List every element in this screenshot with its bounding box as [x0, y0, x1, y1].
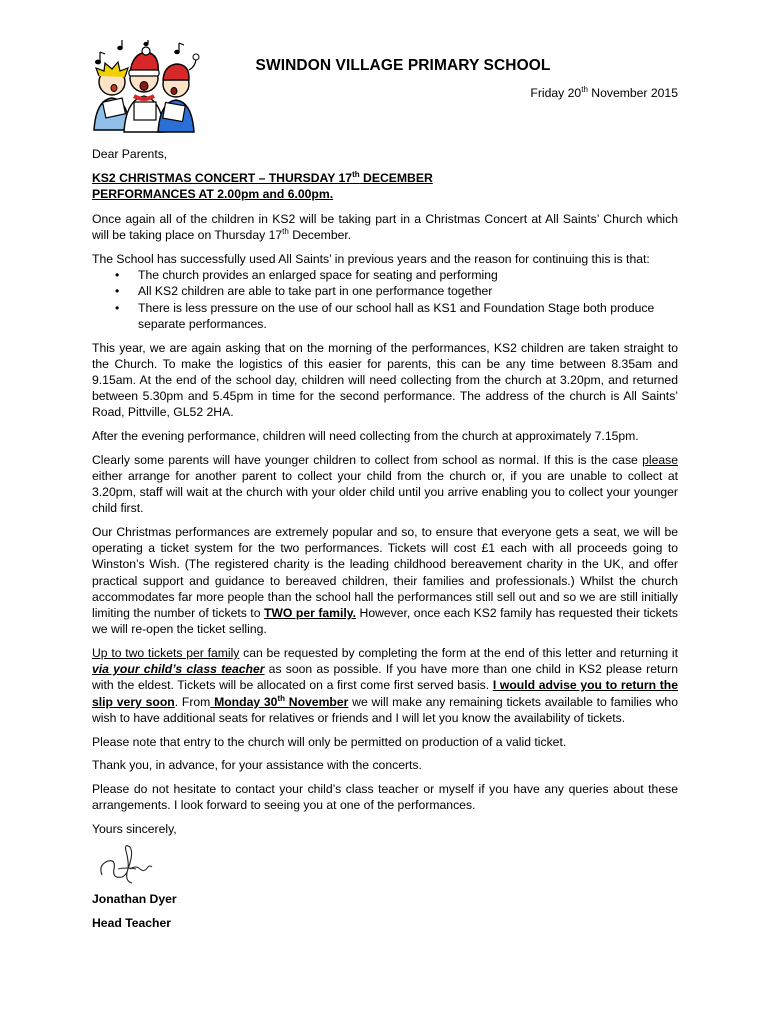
letter-body: [92, 146, 678, 938]
closing: Yours sincerely,: [92, 821, 177, 836]
paragraph-reasons-intro: The School has successfully used All Saints’ in previous years and the reason for continuing this is that:: [92, 252, 650, 267]
paragraph-thanks: Thank you, in advance, for your assistance with the concerts.: [92, 758, 422, 773]
list-item: • There is less pressure on the use of our school hall as KS1 and Foundation Stage both produce separate performances.: [138, 300, 678, 332]
signer-title: Head Teacher: [92, 915, 172, 930]
paragraph-entry: Please note that entry to the church will only be permitted on production of a valid ticket.: [92, 734, 567, 749]
letter-date: Friday 20th November 2015: [530, 85, 678, 100]
school-name: SWINDON VILLAGE PRIMARY SCHOOL: [255, 57, 551, 74]
salutation: Dear Parents,: [92, 147, 168, 161]
paragraph-evening: After the evening performance, children will need collecting from the church at approximately 7.15pm.: [92, 429, 639, 444]
reasons-list: [92, 267, 678, 332]
list-item: • All KS2 children are able to take part in one performance together: [138, 283, 678, 299]
letter-heading: KS2 CHRISTMAS CONCERT – THURSDAY 17th DECEMBER PERFORMANCES AT 2.00pm and 6.00pm.: [92, 169, 433, 201]
paragraph-request: Up to two tickets per family can be requested by completing the form at the end of this letter and returning it via your child’s class teacher as soon as possible. If you have more than one child in KS2 please return with the eldest. Tickets will be allocated on a first come first served basis. I would advise you to return the slip very soon. From Monday 30th November we will make any remaining tickets available to families who wish to have additional seats for relatives or friends and I will let you know the availability of tickets.: [92, 645, 679, 725]
paragraph-logistics: This year, we are again asking that on the morning of the performances, KS2 children are taken straight to the Church. To make the logistics of this easier for parents, this can be any time between 8.35am and 9.15am. At the end of the school day, children will need collecting from the church at 3.20pm, and returned between 5.30pm and 5.45pm in time for the second performance. The address of the church is All Saints’ Road, Pittville, GL52 2HA.: [92, 340, 678, 420]
signer-name: Jonathan Dyer: [92, 892, 177, 907]
list-item: • The church provides an enlarged space for seating and performing: [138, 267, 678, 283]
paragraph-younger-children: Clearly some parents will have younger children to collect from school as normal. If this is the case please either arrange for another parent to collect your child from the church or, if you are unable to collect at 3.20pm, staff will wait at the church with your older child until you arrive enabling you to collect your younger child first.: [92, 452, 678, 516]
paragraph-intro: Once again all of the children in KS2 will be taking part in a Christmas Concert at All Saints’ Church which will be taking place on Thursday 17th December.: [92, 212, 678, 243]
paragraph-contact: Please do not hesitate to contact your child’s class teacher or myself if you have any queries about these arrangements. I look forward to seeing you at one of the performances.: [92, 781, 678, 813]
paragraph-tickets: Our Christmas performances are extremely popular and so, to ensure that everyone gets a seat, we will be operating a ticket system for the two performances. Tickets will cost £1 each with all proceeds going to Winston’s Wish. (The registered charity is the leading childhood bereavement charity in the UK, and offer practical support and guidance to bereaved children, their families and professionals.) Whilst the church accommodates far more people than the school hall the performances still sell out and so we are still initially limiting the number of tickets to TWO per family. However, once each KS2 family has requested their tickets we will re-open the ticket selling.: [92, 525, 678, 637]
carol-singers-logo: [90, 40, 200, 135]
signature-image: [96, 839, 156, 889]
